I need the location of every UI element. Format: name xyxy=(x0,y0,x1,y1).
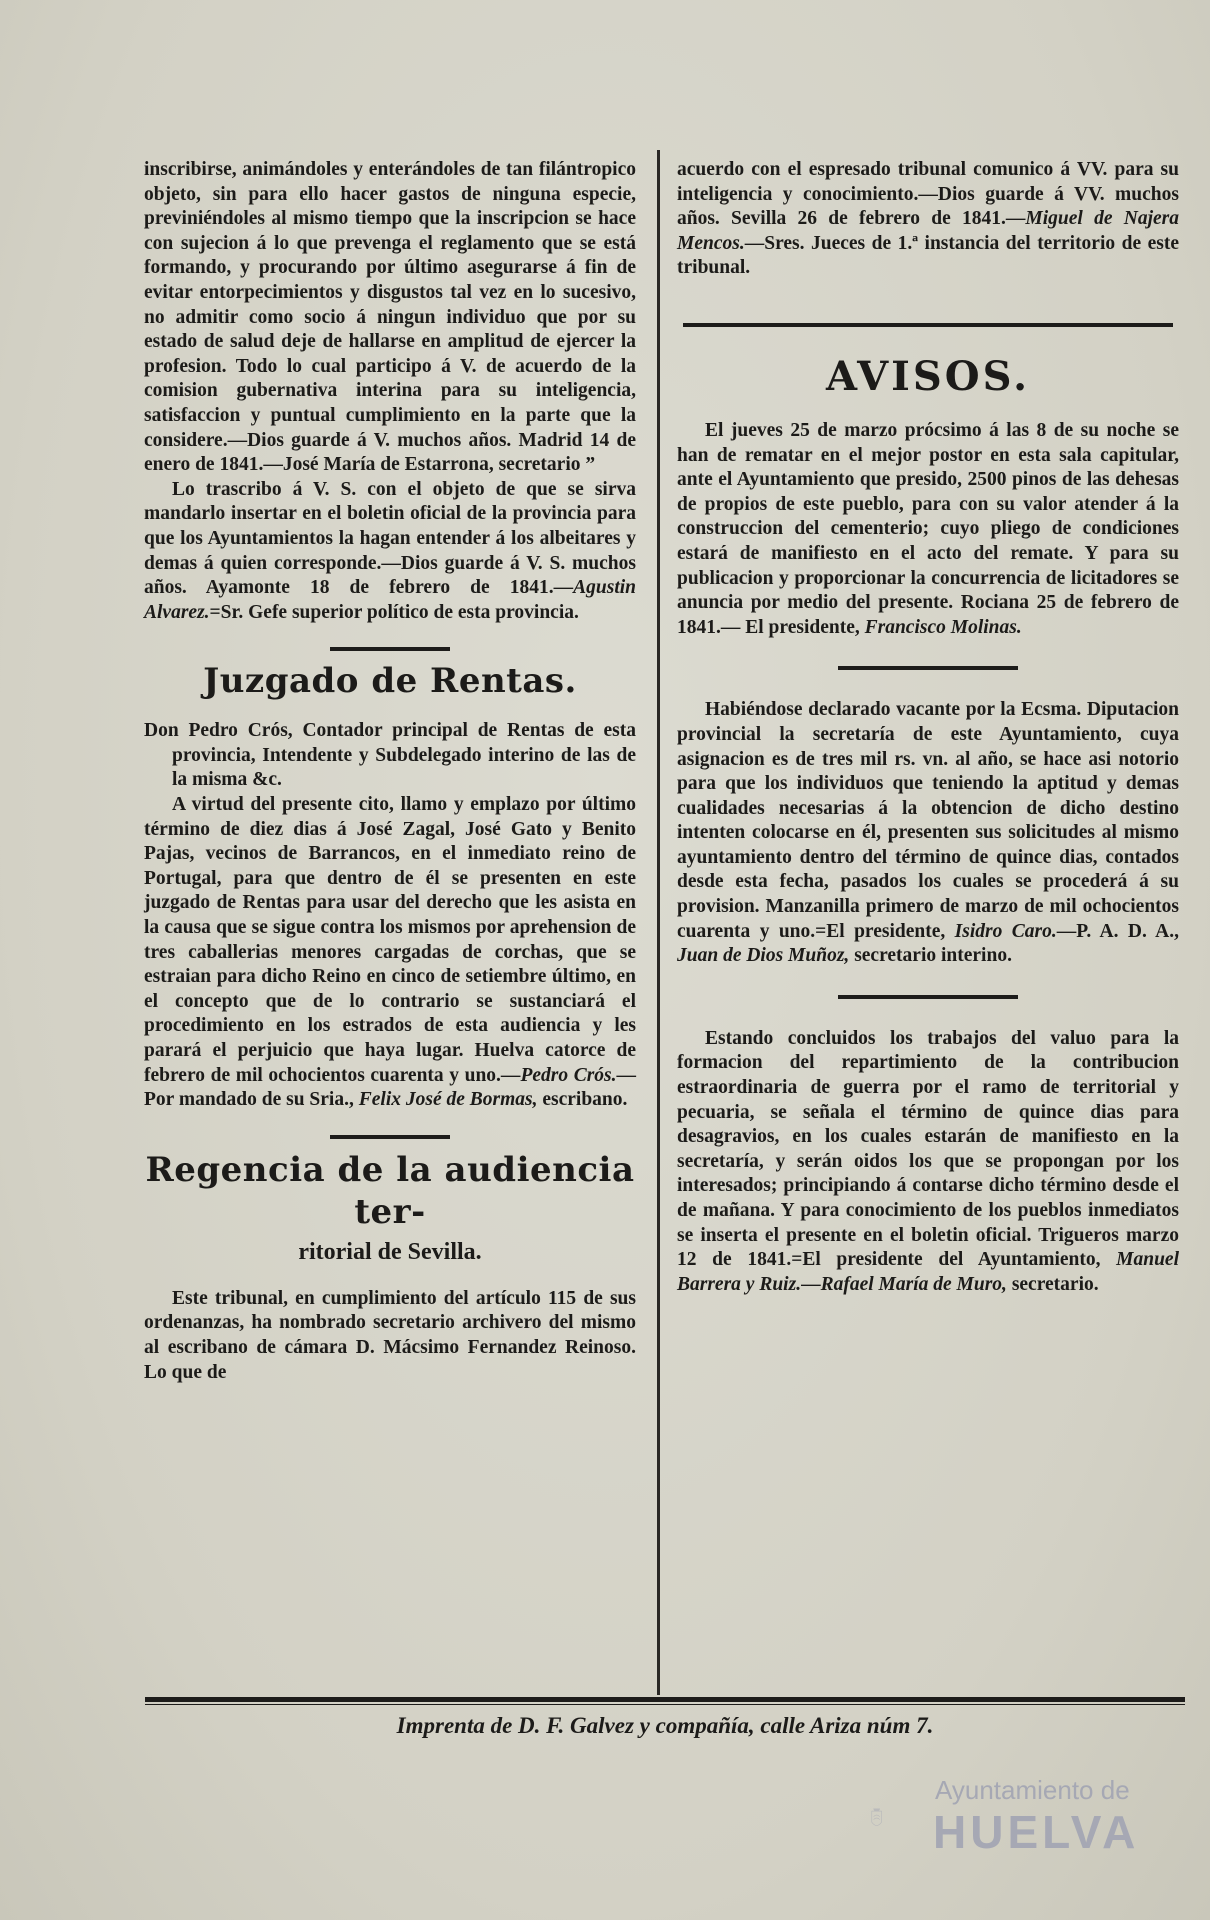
juzgado-body-end: escribano. xyxy=(537,1089,628,1111)
aviso-2-mid: —P. A. D. A., xyxy=(1056,920,1180,942)
aviso-separator-2 xyxy=(838,995,1018,999)
left-column xyxy=(144,158,636,1385)
section-separator-long xyxy=(683,323,1173,327)
juzgado-heading: Juzgado de Rentas. xyxy=(203,661,577,702)
printer-imprint: Imprenta de D. F. Galvez y compañía, calle Ariza núm 7. xyxy=(396,1713,934,1738)
juzgado-body-mid: —Por mandado de su Sria., xyxy=(144,1064,636,1111)
aviso-3 xyxy=(677,1027,1179,1298)
left-paragraph-2 xyxy=(144,478,636,626)
right-paragraph-1-end: —Sres. Jueces de 1.ª instancia del territorio de este tribunal. xyxy=(677,232,1179,279)
aviso-separator-1 xyxy=(838,666,1018,670)
left-paragraph-2-end: =Sr. Gefe superior político de esta provincia. xyxy=(209,601,579,623)
aviso-3-text: Estando concluidos los trabajos del valuo para la formacion del repartimiento de la contribucion estraordinaria de guerra por el ramo de territorial y pecuaria, se señala el término de quince dias para desagravios, en los cuales estarán de manifiesto en la secretaría, y serán oidos los que se propongan por los interesados; principiando á contarse dicho término desde el de mañana. Y para conocimiento de los pueblos inmediatos se inserta el presente en el boletin oficial. Trigueros marzo 12 de 1841.=El presidente del Ayuntamiento, xyxy=(677,1027,1179,1271)
avisos-heading: AVISOS. xyxy=(826,352,1030,400)
juzgado-body xyxy=(144,793,636,1113)
juzgado-intro: Don Pedro Crós, Contador principal de Rentas de esta provincia, Intendente y Subdelegado interino de las de la misma &c. xyxy=(144,720,636,791)
left-paragraph-2-text: Lo trascribo á V. S. con el objeto de que se sirva mandarlo insertar en el boletin oficial de la provincia para que los Ayuntamientos la hagan entender á los albeitares y demas á quien corresponde.—Dios guarde á V. S. muchos años. Ayamonte 18 de febrero de 1841.— xyxy=(144,478,636,599)
aviso-3-end: secretario. xyxy=(1006,1273,1099,1295)
juzgado-signature-1: Pedro Crós. xyxy=(520,1064,617,1086)
watermark-line-1: Ayuntamiento de xyxy=(935,1775,1130,1805)
column-divider xyxy=(657,150,660,1695)
aviso-2-end: secretario interino. xyxy=(849,945,1012,967)
juzgado-signature-2: Felix José de Bormas, xyxy=(358,1089,538,1111)
left-paragraph-1: inscribirse, animándoles y enterándoles de tan filántropico objeto, sin para ello hacer gastos de ninguna especie, previniéndoles al mismo tiempo que la inscripcion se hace con sujecion á lo que prevenga el reglamento que se está formando, y procurando por último asegurarse á fin de evitar entorpecimientos y disgustos tal vez en lo sucesivo, no admitir como socio á ningun individuo que por su estado de salud deje de hallarse en amplitud de ejercer la profesion. Todo lo cual participo á V. de acuerdo de la comision gubernativa interina para su inteligencia, satisfaccion y puntual cumplimiento en la parte que la considere.—Dios guarde á V. muchos años. Madrid 14 de enero de 1841.—José María de Estarrona, secretario ” xyxy=(144,159,636,476)
right-paragraph-1-signature: Miguel de Najera Mencos. xyxy=(677,208,1179,254)
section-separator xyxy=(330,647,450,651)
aviso-2-signature-1: Isidro Caro. xyxy=(954,920,1057,942)
aviso-2-text: Habiéndose declarado vacante por la Ecsma. Diputacion provincial la secretaría de este Ayuntamiento, cuya asignacion es de tres mil rs. vn. al año, se hace asi notorio para que los individuos que teniendo la aptitud y demas cualidades necesarias á la obtencion de dicho destino intenten colocarse en él, presenten sus solicitudes al mismo ayuntamiento dentro del término de quince dias, contados desde esta fecha, pasados los cuales se procederá á su provision. Manzanilla primero de marzo de mil ochocientos cuarenta y uno.=El presidente, xyxy=(677,699,1179,942)
regencia-subheading: ritorial de Sevilla. xyxy=(298,1238,482,1265)
left-paragraph-2-signature: Agustin Alvarez. xyxy=(144,577,636,623)
juzgado-body-text: A virtud del presente cito, llamo y emplazo por último término de diez dias á José Zagal, José Gato y Benito Pajas, vecinos de Barrancos, en el inmediato reino de Portugal, para que dentro de él se presenten en este juzgado de Rentas para usar del derecho que les asista en la causa que se sigue contra los mismos por aprehension de tres caballerias menores cargadas de corchas, que se estraian para dicho Reino en cinco de setiembre último, en el concepto que de lo contrario se sustanciará el procedimiento en los estrados de esta audiencia y les parará el perjuicio que haya lugar. Huelva catorce de febrero de mil ochocientos cuarenta y uno.— xyxy=(144,794,636,1086)
aviso-3-signature-1: Manuel Barrera y Ruiz. xyxy=(677,1249,1179,1295)
watermark-line-2: HUELVA xyxy=(933,1806,1140,1858)
right-paragraph-1 xyxy=(677,158,1179,281)
right-paragraph-1-text: acuerdo con el espresado tribunal comunico á VV. para su inteligencia y conocimiento.—Dios guarde á VV. muchos años. Sevilla 26 de febrero de 1841.— xyxy=(677,159,1179,230)
aviso-3-signature-2: Rafael María de Muro, xyxy=(820,1273,1007,1295)
aviso-1-signature: Francisco Molinas. xyxy=(864,616,1022,638)
aviso-1 xyxy=(677,419,1179,640)
aviso-3-mid: — xyxy=(801,1273,821,1295)
section-separator-2 xyxy=(330,1135,450,1139)
coat-of-arms-icon xyxy=(870,1760,930,1880)
right-column xyxy=(677,158,1179,1297)
aviso-1-text: El jueves 25 de marzo prócsimo á las 8 de su noche se han de rematar en el mejor postor en esta sala capitular, ante el Ayuntamiento que presido, 2500 pinos de las dehesas de propios de este pueblo, para con su valor atender á la construccion del cementerio; cuyo pliego de condiciones estará de manifiesto en el acto del remate. Y para su publicacion y proporcionar la concurrencia de licitadores se anuncia por medio del presente. Rociana 25 de febrero de 1841.— El presidente, xyxy=(677,419,1179,638)
regencia-body: Este tribunal, en cumplimiento del artículo 115 de sus ordenanzas, ha nombrado secretario archivero del mismo al escribano de cámara D. Mácsimo Fernandez Reinoso. Lo que de xyxy=(144,1287,636,1383)
aviso-2 xyxy=(677,698,1179,969)
regencia-heading: Regencia de la audiencia ter- xyxy=(145,1149,635,1232)
aviso-2-signature-2: Juan de Dios Muñoz, xyxy=(677,945,850,967)
footer-rule xyxy=(145,1697,1185,1702)
footer-rule-thin xyxy=(145,1704,1185,1705)
